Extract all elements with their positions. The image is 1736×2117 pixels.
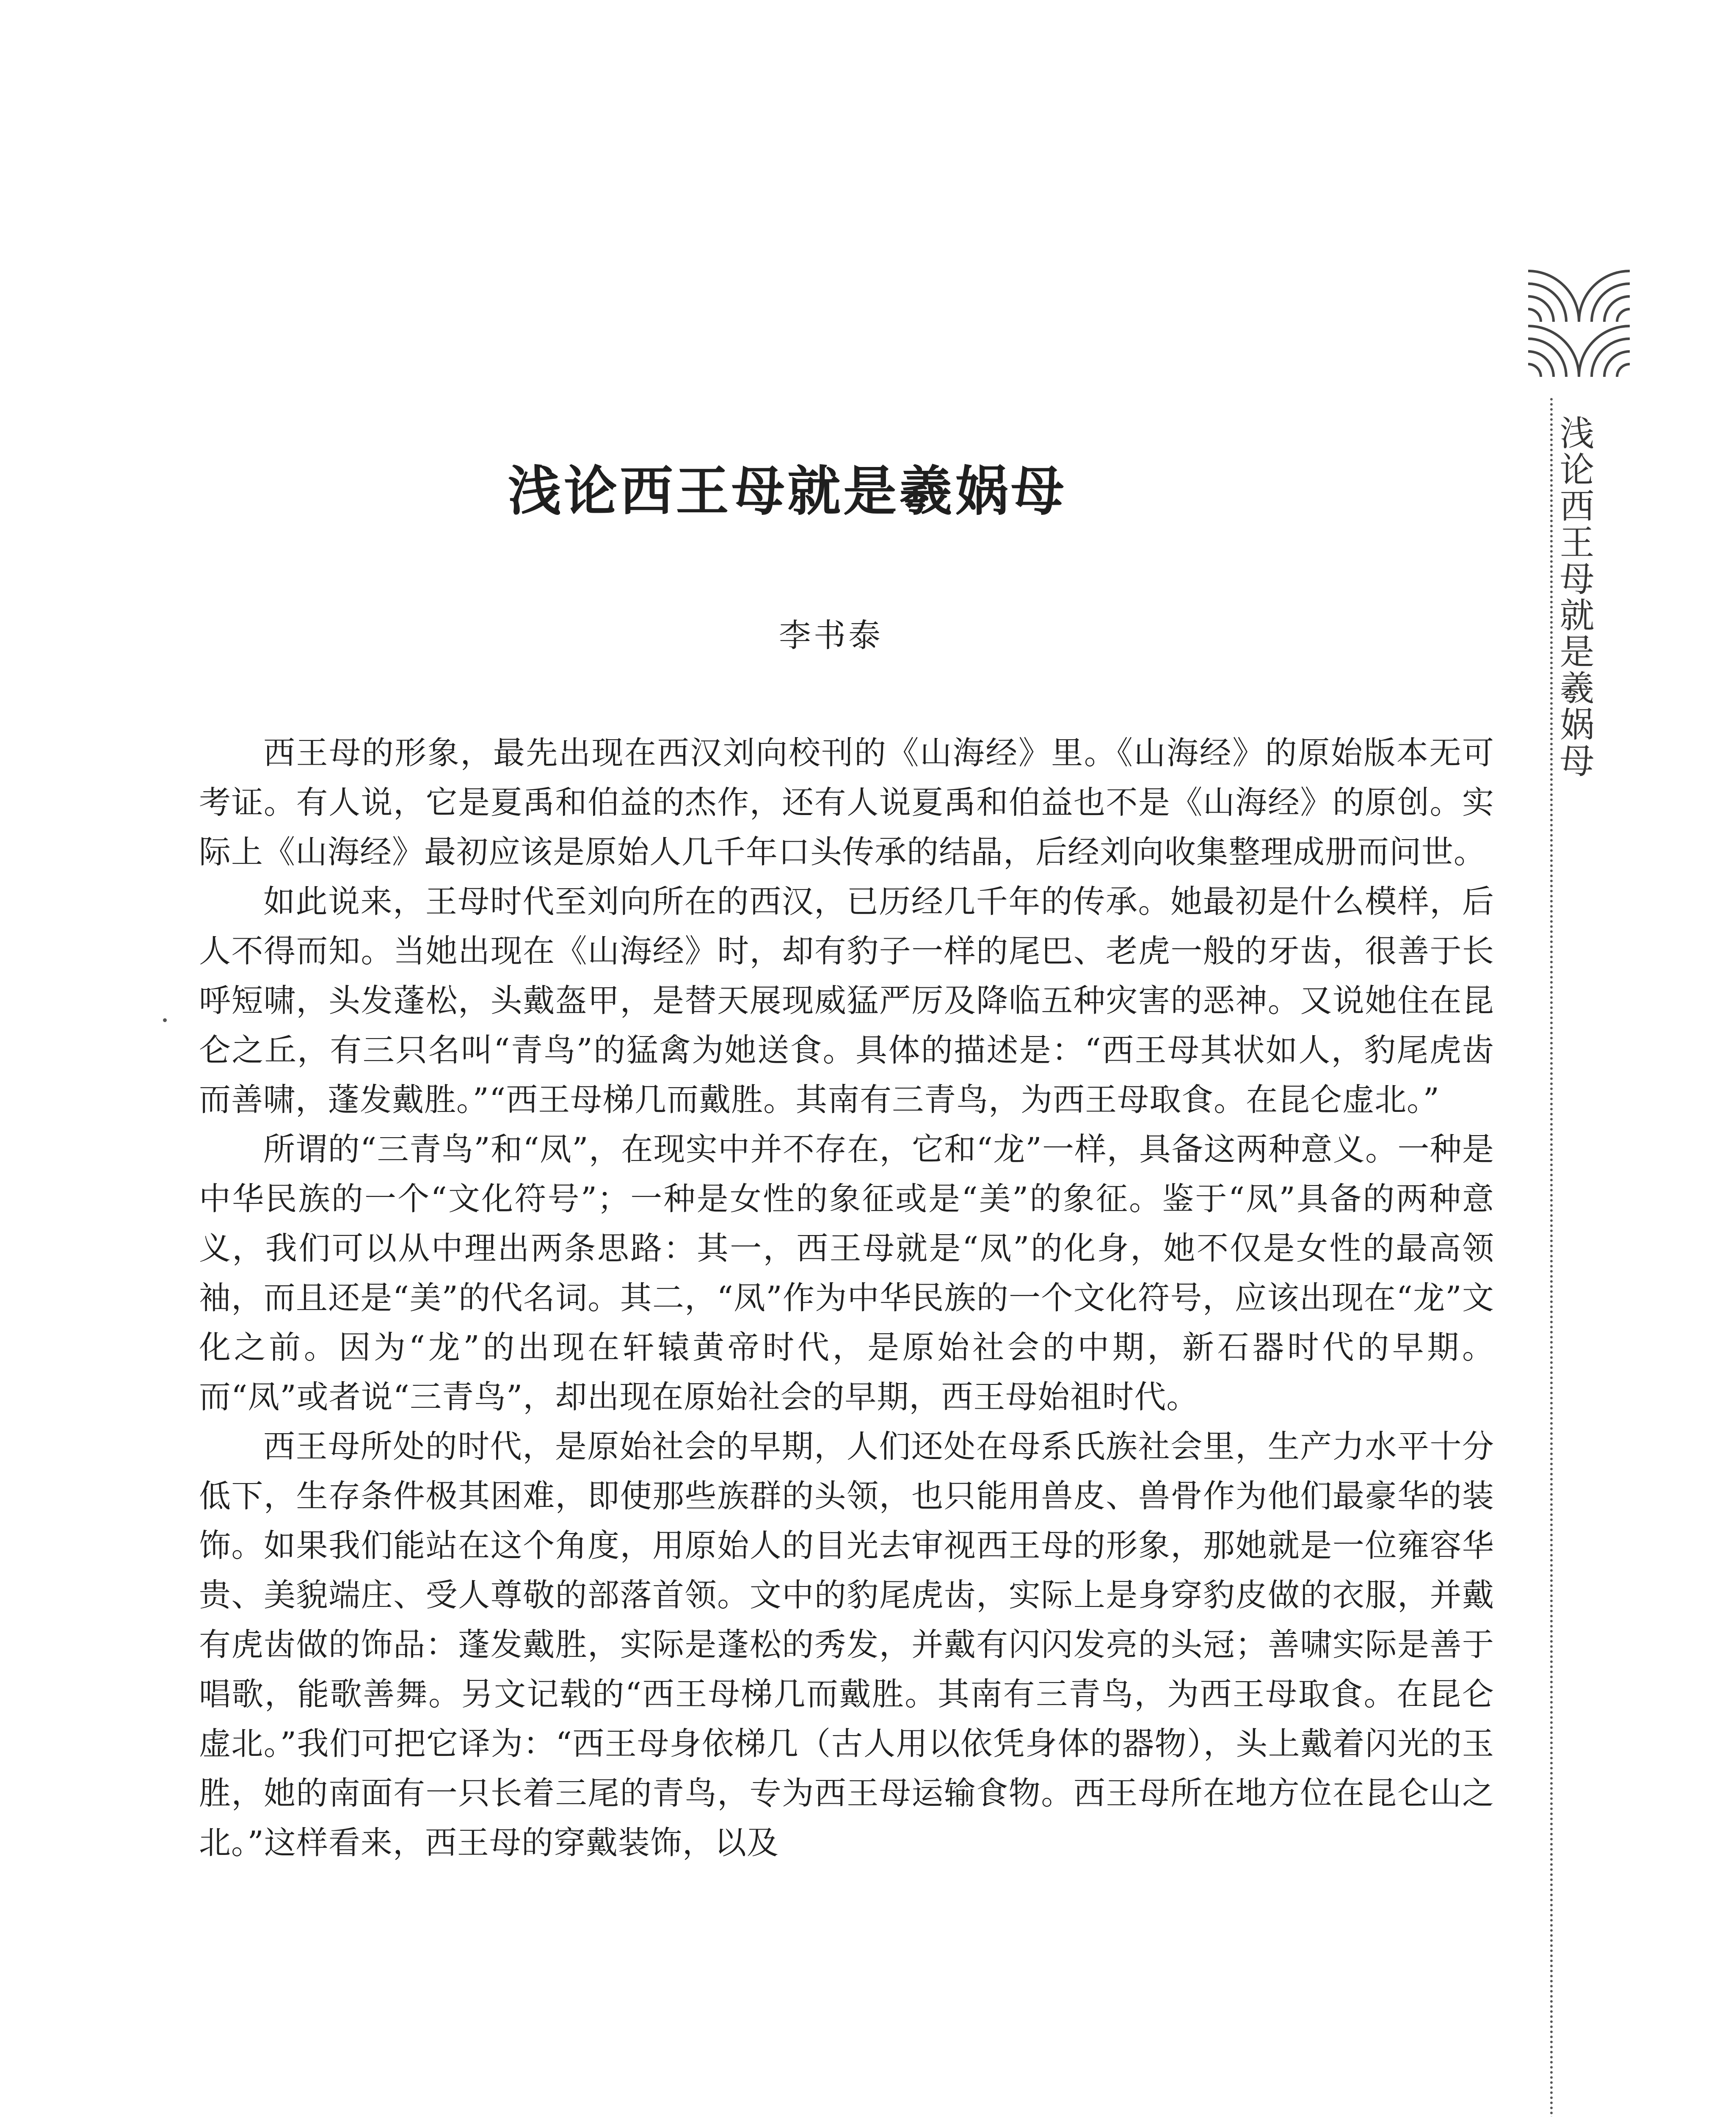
running-title: 浅论西王母就是羲娲母 (1554, 415, 1594, 779)
side-margin (1515, 0, 1736, 2117)
margin-dot (163, 1018, 167, 1022)
paragraph: 如此说来，王母时代至刘向所在的西汉，已历经几千年的传承。她最初是什么模样，后人不得而知。当她出现在《山海经》时，却有豹子一样的尾巴、老虎一般的牙齿，很善于长呼短啸，头发蓬松，头戴盔甲，是替天展现威猛严厉及降临五种灾害的恶神。又说她住在昆仑之丘，有三只名叫“青鸟”的猛禽为她送食。具体的描述是：“西王母其状如人，豹尾虎齿而善啸，蓬发戴胜。”“西王母梯几而戴胜。其南有三青鸟，为西王母取食。在昆仑虚北。” (199, 883, 1494, 1118)
paragraph: 所谓的“三青鸟”和“凤”，在现实中并不存在，它和“龙”一样，具备这两种意义。一种是中华民族的一个“文化符号”；一种是女性的象征或是“美”的象征。鉴于“凤”具备的两种意义，我们可以从中理出两条思路：其一，西王母就是“凤”的化身，她不仅是女性的最高领袖，而且还是“美”的代名词。其二，“凤”作为中华民族的一个文化符号，应该出现在“龙”文化之前。因为“龙”的出现在轩辕黄帝时代，是原始社会的中期，新石器时代的早期。而“凤”或者说“三青鸟”，却出现在原始社会的早期，西王母始祖时代。 (199, 1130, 1494, 1415)
author-name: 李书泰 (779, 616, 883, 654)
paragraph: 西王母所处的时代，是原始社会的早期，人们还处在母系氏族社会里，生产力水平十分低下，生存条件极其困难，即使那些族群的头领，也只能用兽皮、兽骨作为他们最豪华的装饰。如果我们能站在这个角度，用原始人的目光去审视西王母的形象，那她就是一位雍容华贵、美貌端庄、受人尊敬的部落首领。文中的豹尾虎齿，实际上是身穿豹皮做的衣服，并戴有虎齿做的饰品：蓬发戴胜，实际是蓬松的秀发，并戴有闪闪发亮的头冠；善啸实际是善于唱歌，能歌善舞。另文记载的“西王母梯几而戴胜。其南有三青鸟，为西王母取食。在昆仑虚北。”我们可把它译为：“西王母身依梯几（古人用以依凭身体的器物），头上戴着闪光的玉胜，她的南面有一只长着三尾的青鸟，专为西王母运输食物。西王母所在地方位在昆仑山之北。”这样看来，西王母的穿戴装饰，以及 (199, 1428, 1494, 1861)
cloud-ornament-icon (1528, 254, 1630, 381)
article-body (199, 728, 1494, 1868)
article-title: 浅论西王母就是羲娲母 (508, 460, 1067, 522)
paragraph: 西王母的形象，最先出现在西汉刘向校刊的《山海经》里。《山海经》的原始版本无可考证。有人说，它是夏禹和伯益的杰作，还有人说夏禹和伯益也不是《山海经》的原创。实际上《山海经》最初应该是原始人几千年口头传承的结晶，后经刘向收集整理成册而问世。 (199, 734, 1494, 871)
